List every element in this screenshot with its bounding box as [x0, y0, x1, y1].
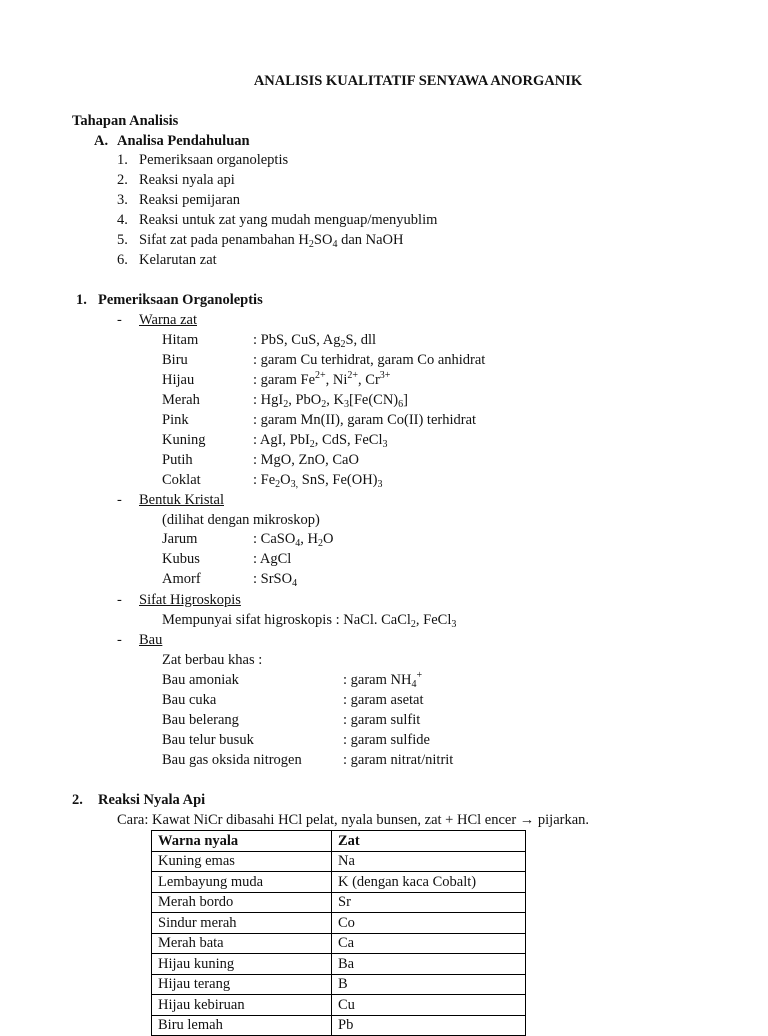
color-name: Kuning — [162, 432, 206, 448]
section-number: 1. — [76, 292, 87, 308]
list-item: Pemeriksaan organoleptis — [139, 152, 289, 168]
element-cell: Ca — [332, 933, 526, 954]
color-name: Pink — [162, 412, 189, 428]
element-cell: Na — [332, 851, 526, 872]
list-item: Reaksi untuk zat yang mudah menguap/menyublim — [139, 212, 438, 228]
element-cell: K (dengan kaca Cobalt) — [332, 872, 526, 893]
cara-text: Cara: Kawat NiCr dibasahi HCl pelat, nyala bunsen, zat + HCl encer → pijarkan. — [117, 812, 590, 828]
smell-substance: : garam sulfit — [343, 712, 421, 728]
list-item-number: 5. — [117, 232, 128, 248]
color-substances: : AgI, PbI$_2$, CdS, FeCl$_3$ — [253, 432, 388, 450]
smell-name: Bau cuka — [162, 692, 217, 708]
subsection-heading: Analisa Pendahuluan — [117, 133, 250, 149]
list-item-number: 4. — [117, 212, 128, 228]
subheading-bau: Bau — [139, 632, 163, 648]
list-item: Reaksi nyala api — [139, 172, 235, 188]
color-substances: : garam $Fe^{2+}$, $Ni^{2+}$, $Cr^{3+}$ — [253, 370, 391, 388]
subheading-bentuk-kristal: Bentuk Kristal — [139, 492, 224, 508]
table-row — [152, 913, 526, 934]
color-substances: : PbS, CuS, $Ag_2S$, dll — [253, 332, 377, 350]
flame-color-table — [151, 830, 526, 1036]
smell-name: Bau amoniak — [162, 672, 239, 688]
kristal-note: (dilihat dengan mikroskop) — [162, 512, 320, 528]
crystal-substances: : AgCl — [253, 551, 292, 567]
page-title: ANALISIS KUALITATIF SENYAWA ANORGANIK — [253, 73, 583, 89]
dash-bullet: - — [117, 492, 122, 508]
table-row — [152, 851, 526, 872]
section-number: 2. — [72, 792, 83, 808]
list-item: Kelarutan zat — [139, 252, 217, 268]
higroskopis-text: Mempunyai sifat higroskopis : NaCl. CaCl$_2$, FeCl$_3$ — [162, 612, 457, 630]
section-heading-organoleptis: Pemeriksaan Organoleptis — [98, 292, 263, 308]
table-row — [152, 892, 526, 913]
flame-color-cell: Hijau terang — [152, 974, 332, 995]
subheading-sifat-higroskopis: Sifat Higroskopis — [139, 592, 241, 608]
column-header-zat: Zat — [332, 831, 526, 852]
table-row — [152, 954, 526, 975]
table-header-row — [152, 831, 526, 852]
color-substances: : HgI$_2$, PbO$_2$, $K_3[Fe(CN)_6]$ — [253, 392, 408, 410]
element-cell: Sr — [332, 892, 526, 913]
color-name: Merah — [162, 392, 200, 408]
table-row — [152, 995, 526, 1016]
color-name: Coklat — [162, 472, 201, 488]
crystal-shape: Kubus — [162, 551, 200, 567]
smell-name: Bau belerang — [162, 712, 239, 728]
flame-color-cell: Hijau kebiruan — [152, 995, 332, 1016]
section-heading-tahapan: Tahapan Analisis — [72, 113, 179, 129]
list-item: Reaksi pemijaran — [139, 192, 241, 208]
color-name: Putih — [162, 452, 193, 468]
element-cell: Ba — [332, 954, 526, 975]
dash-bullet: - — [117, 592, 122, 608]
dash-bullet: - — [117, 632, 122, 648]
element-cell: Co — [332, 913, 526, 934]
color-substances: : garam Mn(II), garam Co(II) terhidrat — [253, 412, 477, 428]
bau-intro: Zat berbau khas : — [162, 652, 263, 668]
subheading-warna-zat: Warna zat — [139, 312, 197, 328]
crystal-shape: Jarum — [162, 531, 198, 547]
smell-substance: : garam $NH_4^+$ — [343, 670, 423, 690]
color-substances: : MgO, ZnO, CaO — [253, 452, 359, 468]
list-item-number: 3. — [117, 192, 128, 208]
table-row — [152, 872, 526, 893]
smell-substance: : garam asetat — [343, 692, 424, 708]
crystal-substances: : CaSO$_4$, $H_2O$ — [253, 531, 334, 549]
element-cell: Cu — [332, 995, 526, 1016]
color-name: Hijau — [162, 372, 195, 388]
table-row — [152, 933, 526, 954]
color-name: Hitam — [162, 332, 199, 348]
smell-name: Bau telur busuk — [162, 732, 254, 748]
color-name: Biru — [162, 352, 188, 368]
column-header-warna-nyala: Warna nyala — [152, 831, 332, 852]
smell-name: Bau gas oksida nitrogen — [162, 752, 302, 768]
smell-substance: : garam nitrat/nitrit — [343, 752, 454, 768]
flame-color-cell: Merah bordo — [152, 892, 332, 913]
table-row — [152, 1015, 526, 1036]
dash-bullet: - — [117, 312, 122, 328]
list-item-number: 2. — [117, 172, 128, 188]
flame-color-cell: Sindur merah — [152, 913, 332, 934]
flame-color-cell: Hijau kuning — [152, 954, 332, 975]
flame-color-cell: Kuning emas — [152, 851, 332, 872]
section-heading-nyala-api: Reaksi Nyala Api — [98, 792, 206, 808]
arrow-right-icon: → — [519, 812, 535, 828]
list-item-number: 6. — [117, 252, 128, 268]
element-cell: B — [332, 974, 526, 995]
flame-color-cell: Lembayung muda — [152, 872, 332, 893]
flame-color-cell: Biru lemah — [152, 1015, 332, 1036]
list-item-number: 1. — [117, 152, 128, 168]
element-cell: Pb — [332, 1015, 526, 1036]
crystal-substances: : SrSO$_4$ — [253, 571, 298, 589]
table-row — [152, 974, 526, 995]
smell-substance: : garam sulfide — [343, 732, 430, 748]
flame-color-cell: Merah bata — [152, 933, 332, 954]
color-substances: : garam Cu terhidrat, garam Co anhidrat — [253, 352, 486, 368]
list-item: Sifat zat pada penambahan $H_2SO_4$ dan NaOH — [139, 232, 404, 250]
color-substances: : $Fe_2O_{3,}$ SnS, $Fe(OH)_3$ — [253, 472, 383, 490]
subsection-letter: A. — [94, 133, 109, 149]
crystal-shape: Amorf — [162, 571, 201, 587]
